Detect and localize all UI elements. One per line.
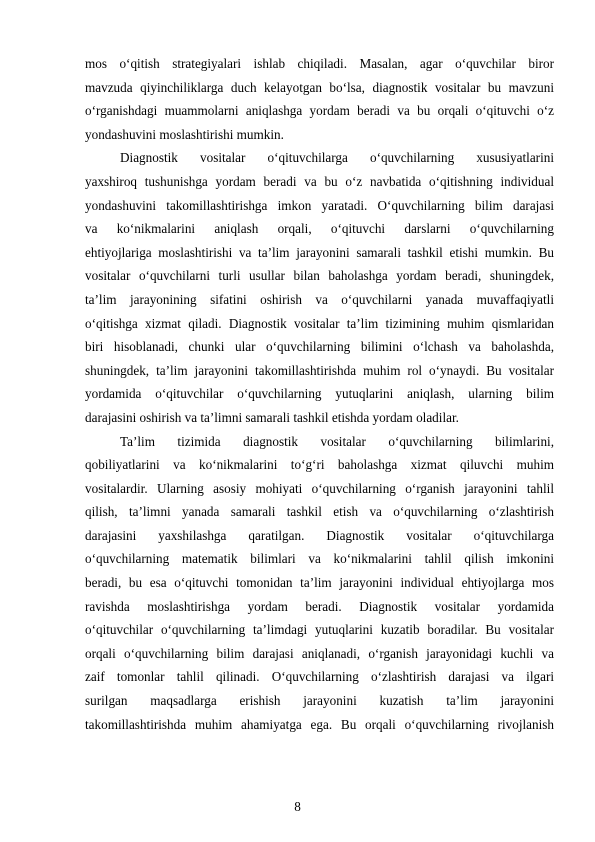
text-line: Diagnostik vositalar o‘qituvchilarga o‘quvchilarning xususiyatlarini	[120, 150, 554, 166]
body-text	[85, 52, 554, 736]
text-line: darajasini oshirish va ta’limni samarali tashkil etishda yordam oladilar.	[85, 409, 459, 425]
text-line: mos o‘qitish strategiyalari ishlab chiqiladi. Masalan, agar o‘quvchilar biror	[85, 56, 554, 71]
text-line: ta’lim jarayonining sifatini oshirish va o‘quvchilarni yanada muvaffaqiyatli	[85, 291, 554, 307]
text-line: o‘qitishga xizmat qiladi. Diagnostik vositalar ta’lim tizimining muhim qismlaridan	[85, 315, 554, 331]
text-line: ehtiyojlariga moslashtirishi va ta’lim jarayonini samarali tashkil etishi mumkin. Bu	[85, 244, 554, 260]
text-line: va ko‘nikmalarini aniqlash orqali, o‘qituvchi darslarni o‘quvchilarning	[85, 221, 554, 237]
text-line: yondashuvini takomillashtirishga imkon yaratadi. O‘quvchilarning bilim darajasi	[85, 197, 554, 213]
text-line: Ta’lim tizimida diagnostik vositalar o‘quvchilarning bilimlarini,	[120, 433, 554, 449]
text-line: darajasini yaxshilashga qaratilgan. Diagnostik vositalar o‘qituvchilarga	[85, 527, 554, 543]
text-line: takomillashtirishda muhim ahamiyatga ega. Bu orqali o‘quvchilarning rivojlanish	[85, 716, 554, 732]
text-line: yondashuvini moslashtirishi mumkin.	[85, 126, 284, 142]
text-line: yordamida o‘qituvchilar o‘quvchilarning yutuqlarini aniqlash, ularning bilim	[85, 386, 554, 402]
text-line: zaif tomonlar tahlil qilinadi. O‘quvchilarning o‘zlashtirish darajasi va ilgari	[85, 669, 554, 685]
text-line: vositalar o‘quvchilarni turli usullar bilan baholashga yordam beradi, shuningdek,	[85, 268, 554, 284]
text-line: o‘quvchilarning matematik bilimlari va ko‘nikmalarini tahlil qilish imkonini	[85, 551, 554, 567]
text-line: mavzuda qiyinchiliklarga duch kelayotgan bo‘lsa, diagnostik vositalar bu mavzuni	[85, 79, 554, 95]
text-line: qobiliyatlarini va ko‘nikmalarini to‘g‘ri baholashga xizmat qiluvchi muhim	[85, 457, 554, 473]
text-line: surilgan maqsadlarga erishish jarayonini kuzatish ta’lim jarayonini	[85, 693, 554, 709]
text-line: orqali o‘quvchilarning bilim darajasi aniqlanadi, o‘rganish jarayonidagi kuchli va	[85, 645, 554, 661]
text-line: vositalardir. Ularning asosiy mohiyati o‘quvchilarning o‘rganish jarayonini tahlil	[85, 480, 554, 496]
text-line: biri hisoblanadi, chunki ular o‘quvchilarning bilimini o‘lchash va baholashda,	[85, 339, 554, 355]
text-line: o‘rganishdagi muammolarni aniqlashga yordam beradi va bu orqali o‘qituvchi o‘z	[85, 103, 554, 119]
text-line: qilish, ta’limni yanada samarali tashkil etish va o‘quvchilarning o‘zlashtirish	[85, 504, 554, 520]
text-line: o‘qituvchilar o‘quvchilarning ta’limdagi yutuqlarini kuzatib boradilar. Bu vositalar	[85, 622, 554, 638]
text-line: yaxshiroq tushunishga yordam beradi va bu o‘z navbatida o‘qitishning individual	[85, 173, 554, 189]
text-line: shuningdek, ta’lim jarayonini takomillashtirishda muhim rol o‘ynaydi. Bu vositalar	[85, 362, 554, 378]
text-line: beradi, bu esa o‘qituvchi tomonidan ta’lim jarayonini individual ehtiyojlarga mos	[85, 575, 554, 591]
text-line: ravishda moslashtirishga yordam beradi. Diagnostik vositalar yordamida	[85, 598, 554, 614]
page-number: 8	[294, 799, 301, 814]
